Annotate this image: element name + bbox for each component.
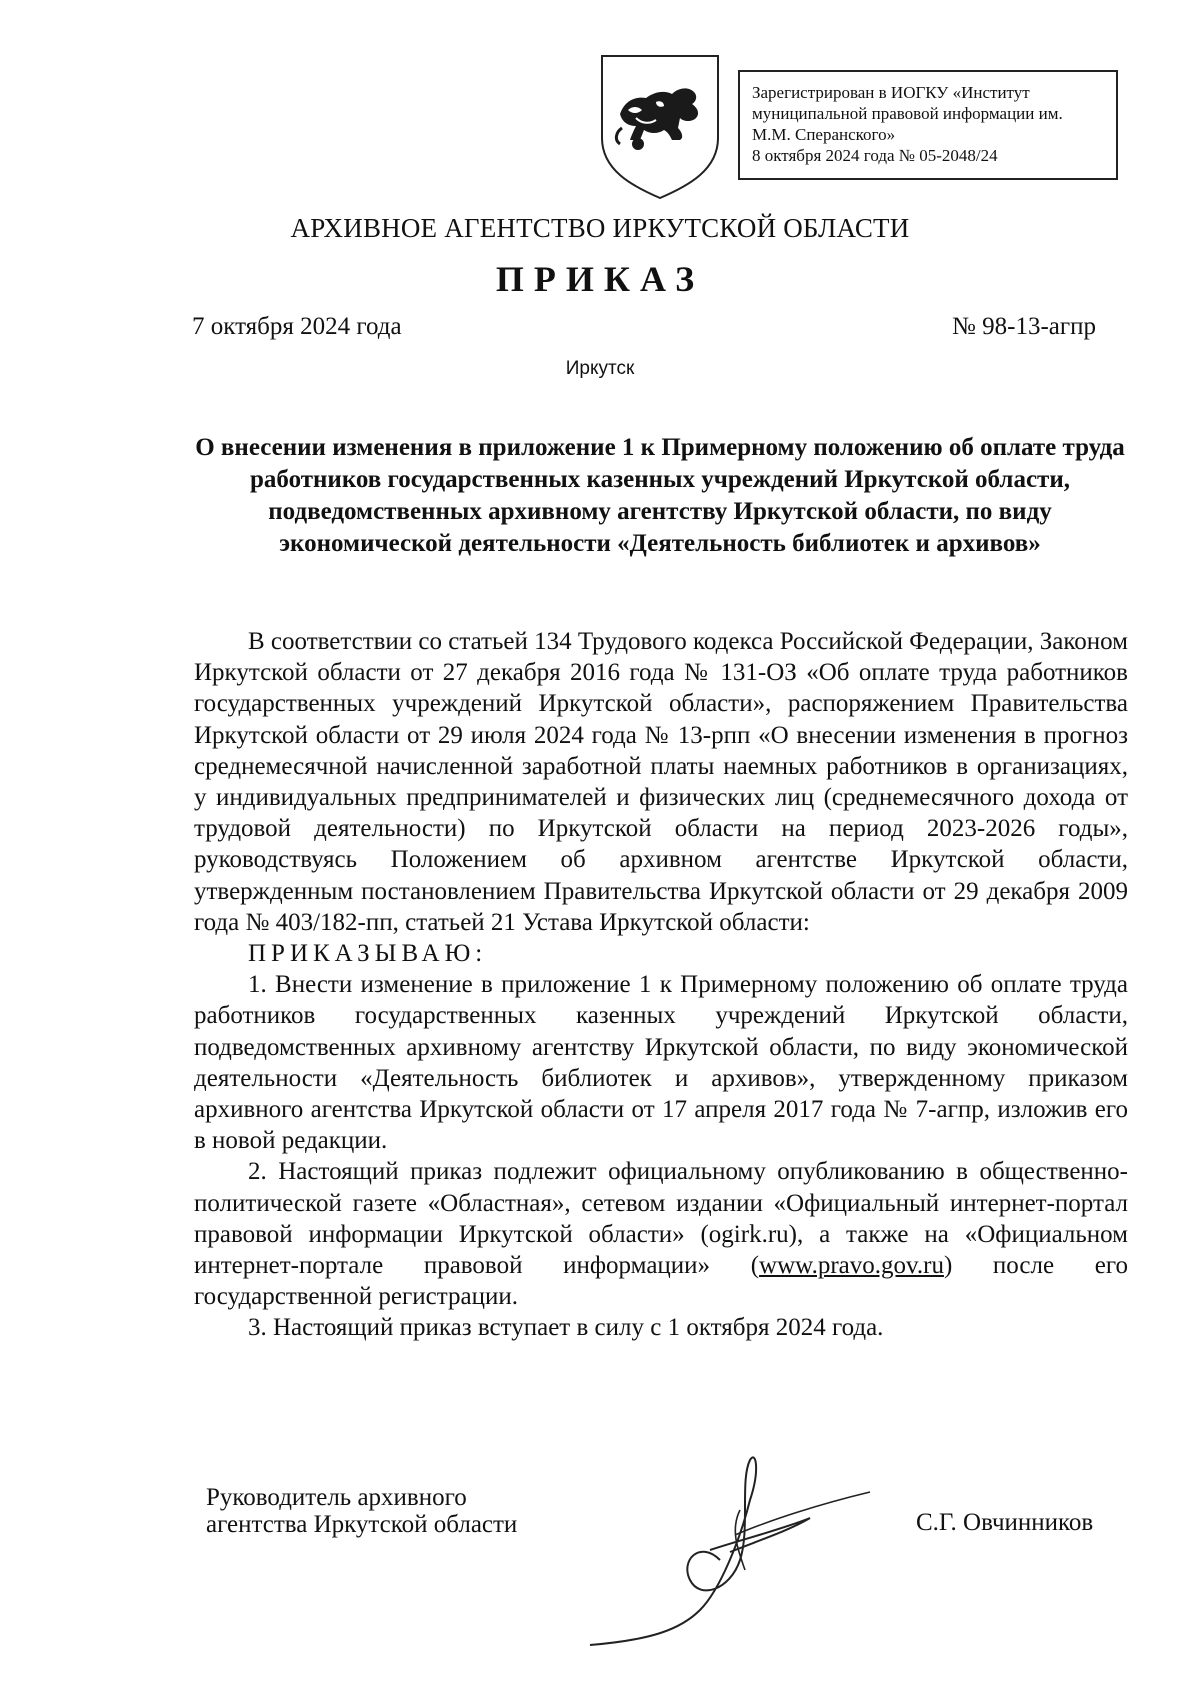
order-item-2: [194, 1156, 1128, 1312]
coat-of-arms-icon: [598, 52, 722, 200]
orders-heading: ПРИКАЗЫВАЮ:: [248, 940, 488, 968]
signatory-name: С.Г. Овчинников: [916, 1509, 1094, 1536]
document-number: № 98-13-агпр: [952, 313, 1096, 340]
registration-line: 8 октября 2024 года № 05-2048/24: [752, 146, 998, 165]
signatory-position: [206, 1484, 517, 1538]
preamble-paragraph: В соответствии со статьей 134 Трудового кодекса Российской Федерации, Законом Иркутской области от 27 декабря 2016 года № 131-ОЗ «Об оплате труда работников государственных учреждений Иркутской области», распоряжением Правительства Иркутской области от 29 июля 2024 года № 13-рпп «О внесении изменения в прогноз среднемесячной начисленной заработной платы наемных работников в организациях, у индивидуальных предпринимателей и физических лиц (среднемесячного дохода от трудовой деятельности) по Иркутской области на период 2023-2026 годы», руководствуясь Положением об архивном агентстве Иркутской области, утвержденным постановлением Правительства Иркутской области от 29 декабря 2009 года № 403/182-пп, статьей 21 Устава Иркутской области:: [194, 628, 1128, 936]
document-title: ПРИКАЗ: [495, 259, 705, 299]
registration-text: [752, 82, 1108, 166]
agency-name: АРХИВНОЕ АГЕНТСТВО ИРКУТСКОЙ ОБЛАСТИ: [290, 213, 910, 243]
pravo-link[interactable]: www.pravo.gov.ru: [759, 1252, 944, 1280]
document-body: [194, 626, 1128, 1344]
registration-stamp: [738, 70, 1118, 180]
order-item-1: 1. Внести изменение в приложение 1 к Примерному положению об оплате труда работников государственных казенных учреждений Иркутской области, подведомственных архивному агентству Иркутской области, по виду экономической деятельности «Деятельность библиотек и архивов», утвержденному приказом архивного агентства Иркутской области от 17 апреля 2017 года № 7-агпр, изложив его в новой редакции.: [194, 971, 1128, 1155]
document-city: Иркутск: [565, 358, 635, 379]
document-date: 7 октября 2024 года: [192, 313, 402, 340]
registration-line: муниципальной правовой информации им.: [752, 104, 1063, 123]
document-subject: О внесении изменения в приложение 1 к Примерному положению об оплате труда работников государственных казенных учреждений Иркутской области, подведомственных архивному агентству Иркутской области, по виду экономической деятельности «Деятельность библиотек и архивов»: [195, 434, 1125, 557]
registration-line: М.М. Сперанского»: [752, 125, 896, 144]
order-item-2-text: 2. Настоящий приказ подлежит официальному опубликованию в общественно-политической газете «Областная», сетевом издании «Официальный интернет-портал правовой информации Иркутской области» (ogirk.ru), а также на «Официальном интернет-портале правовой информации» (: [194, 1158, 1128, 1280]
registration-line: Зарегистрирован в ИОГКУ «Институт: [752, 83, 1030, 102]
signatory-position-line: Руководитель архивного: [206, 1484, 467, 1511]
handwritten-signature: [570, 1440, 890, 1650]
order-item-3: 3. Настоящий приказ вступает в силу с 1 октября 2024 года.: [248, 1314, 884, 1342]
signatory-position-line: агентства Иркутской области: [206, 1511, 518, 1538]
order-item-2-text-end: ) после его государственной регистрации.: [194, 1252, 1128, 1311]
